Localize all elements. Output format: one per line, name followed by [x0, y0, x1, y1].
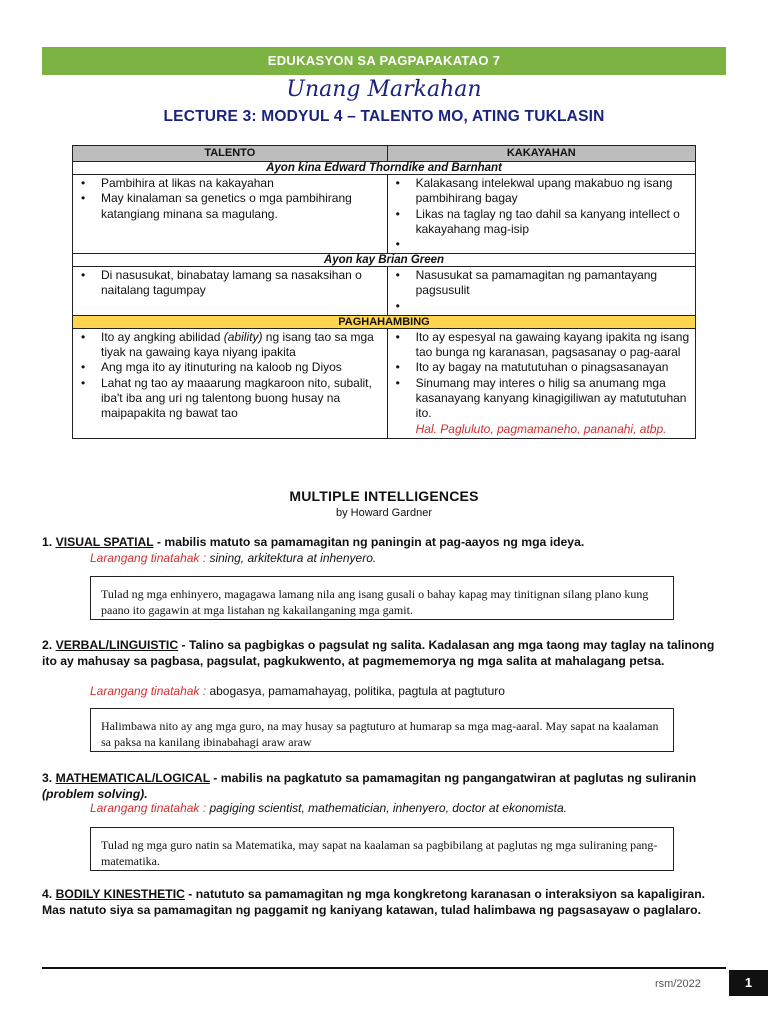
- group-heading-green: Ayon kay Brian Green: [73, 254, 696, 267]
- empty-bullet: [392, 237, 691, 252]
- larangan-line: Larangang tinatahak : abogasya, pamamahayag, politika, pagtula at pagtuturo: [90, 684, 505, 698]
- footer-divider: [42, 967, 726, 969]
- list-item: • Di nasusukat, binabatay lamang sa nasaksihan o naitalang tagumpay: [77, 268, 383, 299]
- section-title: MULTIPLE INTELLIGENCES: [289, 488, 479, 504]
- intelligence-verbal-linguistic: 2. VERBAL/LINGUISTIC - Talino sa pagbigkas o pagsulat ng salita. Kadalasan ang mga taong may taglay na talinong ito ay mahusay sa pagbasa, pagsulat, pagkukwento, at pagmememorya ng mga salita at mahalagang petsa.: [42, 638, 715, 668]
- col-header-kakayahan: KAKAYAHAN: [387, 146, 695, 162]
- table-row: [73, 175, 696, 254]
- paghahambing-heading: PAGHAHAMBING: [73, 315, 696, 328]
- list-item: • Likas na taglay ng tao dahil sa kanyang intellect o kakayahang mag-isip: [392, 207, 691, 238]
- list-item: • Nasusukat sa pamamagitan ng pamantayang pagsusulit: [392, 268, 691, 299]
- intelligence-bodily-kinesthetic: 4. BODILY KINESTHETIC - natututo sa pamamagitan ng mga kongkretong karanasan o interaksiyon sa kapaligiran. Mas natuto siya sa pamamagitan ng paggamit ng kaniyang katawan, tulad halimbawa ng pagsasayaw o paglalaro.: [42, 887, 706, 917]
- list-item: • Lahat ng tao ay maaarung magkaroon nito, subalit, iba't iba ang uri ng talentong buong husay na maipapakita ng bawat tao: [77, 376, 383, 422]
- table-header-row: [73, 146, 696, 162]
- section-author: by Howard Gardner: [336, 507, 432, 519]
- list-item: • Ito ay espesyal na gawaing kayang ipakita ng isang tao bunga ng karanasan, pagsasanay o pag-aaral: [392, 330, 691, 361]
- footer-credit: rsm/2022: [655, 978, 701, 990]
- col-header-talento: TALENTO: [73, 146, 388, 162]
- talent-comparison-table: [72, 145, 696, 439]
- group-heading-thorndike: Ayon kina Edward Thorndike and Barnhant: [73, 162, 696, 175]
- quarter-subtitle: Unang Markahan: [286, 77, 482, 102]
- list-item: • May kinalaman sa genetics o mga pambihirang katangiang minana sa magulang.: [77, 191, 383, 222]
- example-box: Tulad ng mga guro natin sa Matematika, may sapat na kaalaman sa pagbibilang at paglutas ng mga suliraning pang-matematika.: [90, 827, 674, 871]
- subject-banner: EDUKASYON SA PAGPAPAKATAO 7: [42, 47, 726, 75]
- table-row: [73, 267, 696, 316]
- intelligence-mathematical-logical: 3. MATHEMATICAL/LOGICAL - mabilis na pagkatuto sa pamamagitan ng pangangatwiran at paglutas ng suliranin (problem solving).: [42, 771, 697, 801]
- list-item: • Kalakasang intelekwal upang makabuo ng isang pambihirang bagay: [392, 176, 691, 207]
- list-item: • Ang mga ito ay itinuturing na kaloob ng Diyos: [77, 360, 383, 375]
- list-item: • Pambihira at likas na kakayahan: [77, 176, 383, 191]
- larangan-line: Larangang tinatahak : sining, arkitektura at inhenyero.: [90, 551, 377, 565]
- lecture-title: LECTURE 3: MODYUL 4 – TALENTO MO, ATING TUKLASIN: [163, 108, 605, 125]
- example-box: Tulad ng mga enhinyero, magagawa lamang nila ang isang gusali o bahay kapag may tinitignan silang plano kung paano ito gagawin at mga listahan ng kakailanganing mga gamit.: [90, 576, 674, 620]
- table-row: [73, 328, 696, 438]
- example-note: Hal. Pagluluto, pagmamaneho, pananahi, atbp.: [415, 421, 667, 436]
- empty-bullet: [392, 299, 691, 314]
- page-number: 1: [729, 970, 768, 996]
- list-item: • Sinumang may interes o hilig sa anumang mga kasanayang kanyang kinagigiliwan ay matututuhan ito.: [392, 376, 691, 422]
- larangan-line: Larangang tinatahak : pagiging scientist, mathematician, inhenyero, doctor at ekonomista.: [90, 801, 567, 815]
- list-item: • Ito ay angking abilidad (ability) ng isang tao sa mga tiyak na gawaing kaya niyang ipakita: [77, 330, 383, 361]
- example-box: Halimbawa nito ay ang mga guro, na may husay sa pagtuturo at humarap sa mga mag-aaral. May sapat na kaalaman sa paksa na kanilang ibinabahagi araw araw: [90, 708, 674, 752]
- list-item: • Ito ay bagay na matututuhan o pinagsasanayan: [392, 360, 691, 375]
- intelligence-visual-spatial: 1. VISUAL SPATIAL - mabilis matuto sa pamamagitan ng paningin at pag-aayos ng mga ideya.: [42, 535, 585, 549]
